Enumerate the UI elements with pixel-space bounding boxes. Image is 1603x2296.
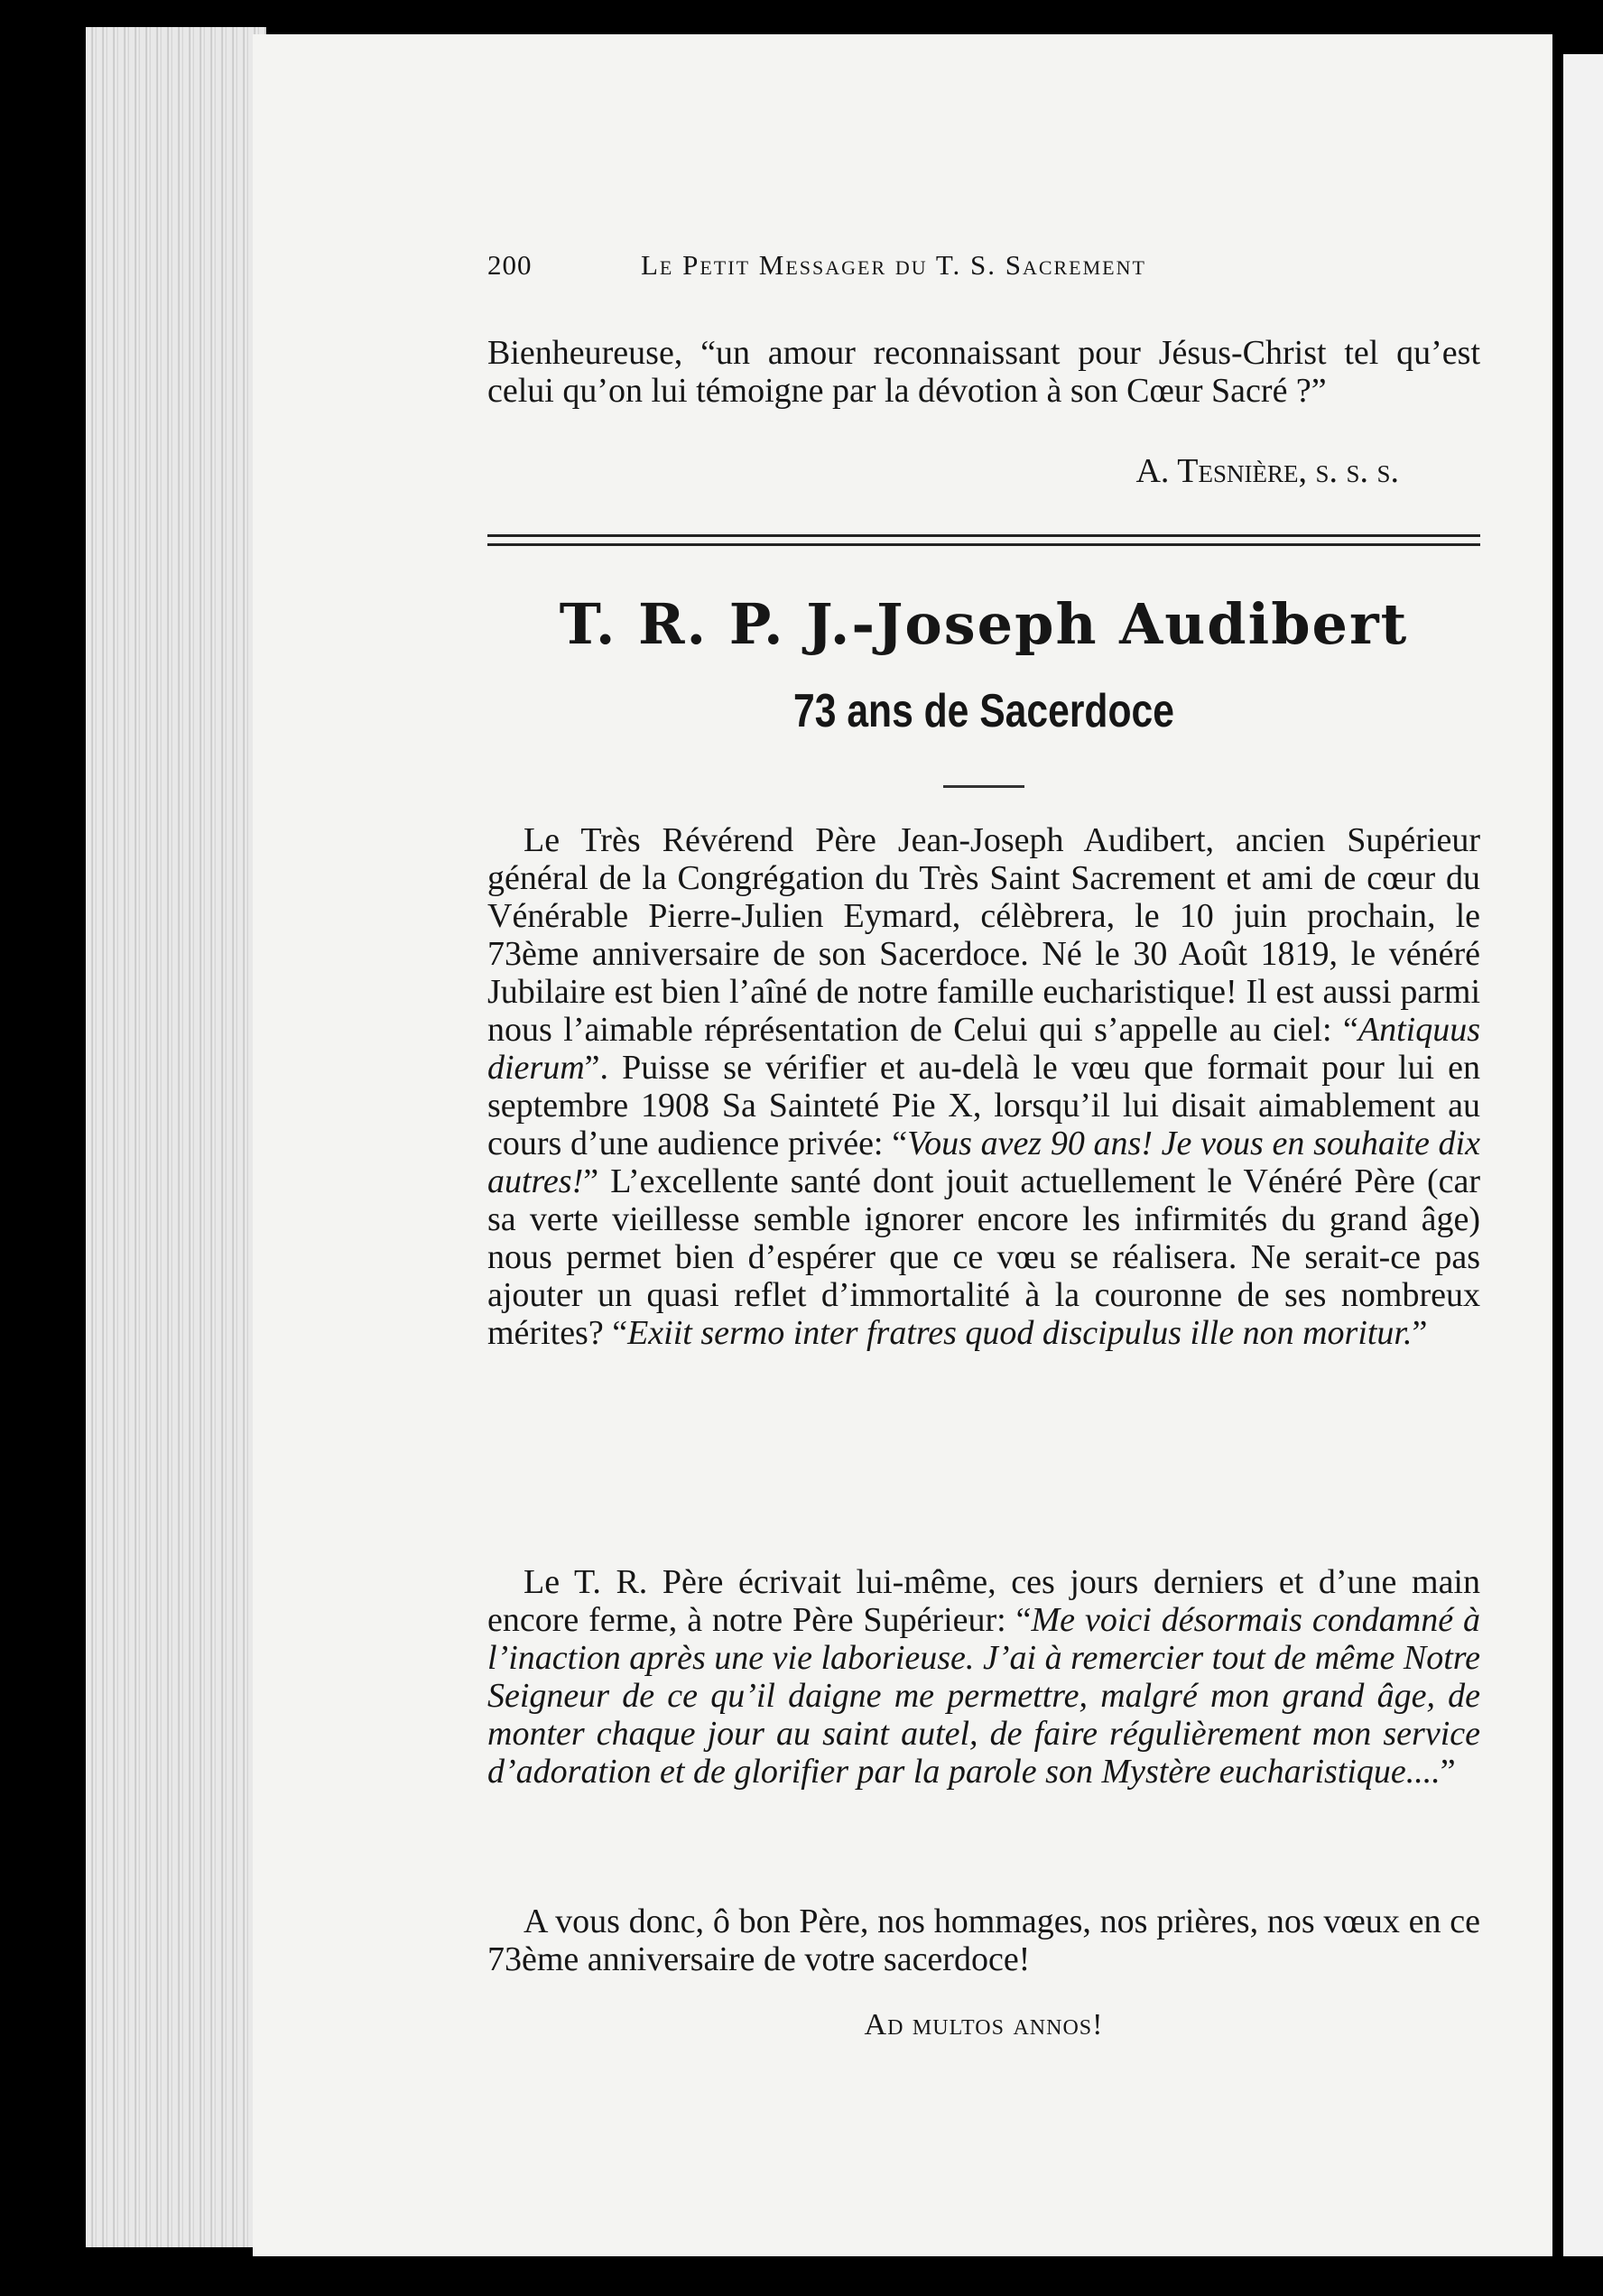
article-paragraph-3: A vous donc, ô bon Père, nos hommages, nos prières, nos vœux en ce 73ème anniversaire de votre sacerdoce!	[487, 1903, 1480, 1978]
page-edges	[86, 27, 266, 2247]
article-subtitle: 73 ans de Sacerdoce	[793, 685, 1174, 737]
title-divider	[943, 785, 1024, 788]
p2-italic: Me voici désormais condamné à l’inaction après une vie laborieuse. J’ai à remercier tout de même Notre Seigneur de ce qu’il daigne me permettre, malgré mon grand âge, de monter chaque jour au saint autel, de faire régulièrement mon service d’adoration et de glorifier par la parole son Mystère eucharistique....	[487, 1601, 1480, 1791]
prev-article-text: Bienheureuse, “un amour reconnaissant pour Jésus-Christ tel qu’est celui qu’on lui témoigne par la dévotion à son Cœur Sacré ?”	[487, 334, 1480, 410]
p1-italic-3: Exiit sermo inter fratres quod discipulus ille non moritur.	[627, 1314, 1413, 1352]
p2-text-b: ”	[1440, 1753, 1456, 1791]
article-paragraph-1	[487, 821, 1480, 1352]
page-number: 200	[487, 249, 533, 281]
p1-text-c: ” L’excellente santé dont jouit actuellement le Vénéré Père (car sa verte vieillesse semble ignorer encore les infirmités du grand âge) nous permet bien d’espérer que ce vœu se réalisera. Ne serait-ce pas ajouter un quasi reflet d’immortalité à la couronne de ses nombreux mérites? “	[487, 1162, 1480, 1352]
closing-line: Ad multos annos!	[864, 2008, 1104, 2041]
double-rule-bottom	[487, 543, 1480, 546]
p1-text-d: ”	[1412, 1314, 1428, 1352]
p1-italic-2: Vous avez 90 ans! Je vous en souhaite dix autres!	[487, 1125, 1480, 1200]
article-paragraph-2	[487, 1563, 1480, 1791]
facing-page-edge	[1554, 54, 1603, 2256]
running-title: Le Petit Messager du T. S. Sacrement	[641, 249, 1146, 281]
p1-text-a: Le Très Révérend Père Jean-Joseph Audibert, ancien Supérieur général de la Congrégation du Très Saint Sacrement et ami de cœur du Vénérable Pierre-Julien Eymard, célèbrera, le 10 juin prochain, le 73ème anniversaire de son Sacerdoce. Né le 30 Août 1819, le vénéré Jubilaire est bien l’aîné de notre famille eucharistique! Il est aussi parmi nous l’aimable réprésentation de Celui qui s’appelle au ciel: “	[487, 821, 1480, 1049]
prev-article-signature: A. Tesnière, s. s. s.	[1135, 452, 1399, 490]
p1-text-b: ”. Puisse se vérifier et au-delà le vœu que formait pour lui en septembre 1908 Sa Sainteté Pie X, lorsqu’il lui disait aimablement au cours d’une audience privée: “	[487, 1049, 1480, 1162]
p2-text-a: Le T. R. Père écrivait lui-même, ces jours derniers et d’une main encore ferme, à notre Père Supérieur: “	[487, 1563, 1480, 1639]
p1-italic-1: Antiquus dierum	[487, 1011, 1480, 1087]
article-title: T. R. P. J.-Joseph Audibert	[559, 591, 1409, 657]
double-rule-top	[487, 534, 1480, 537]
